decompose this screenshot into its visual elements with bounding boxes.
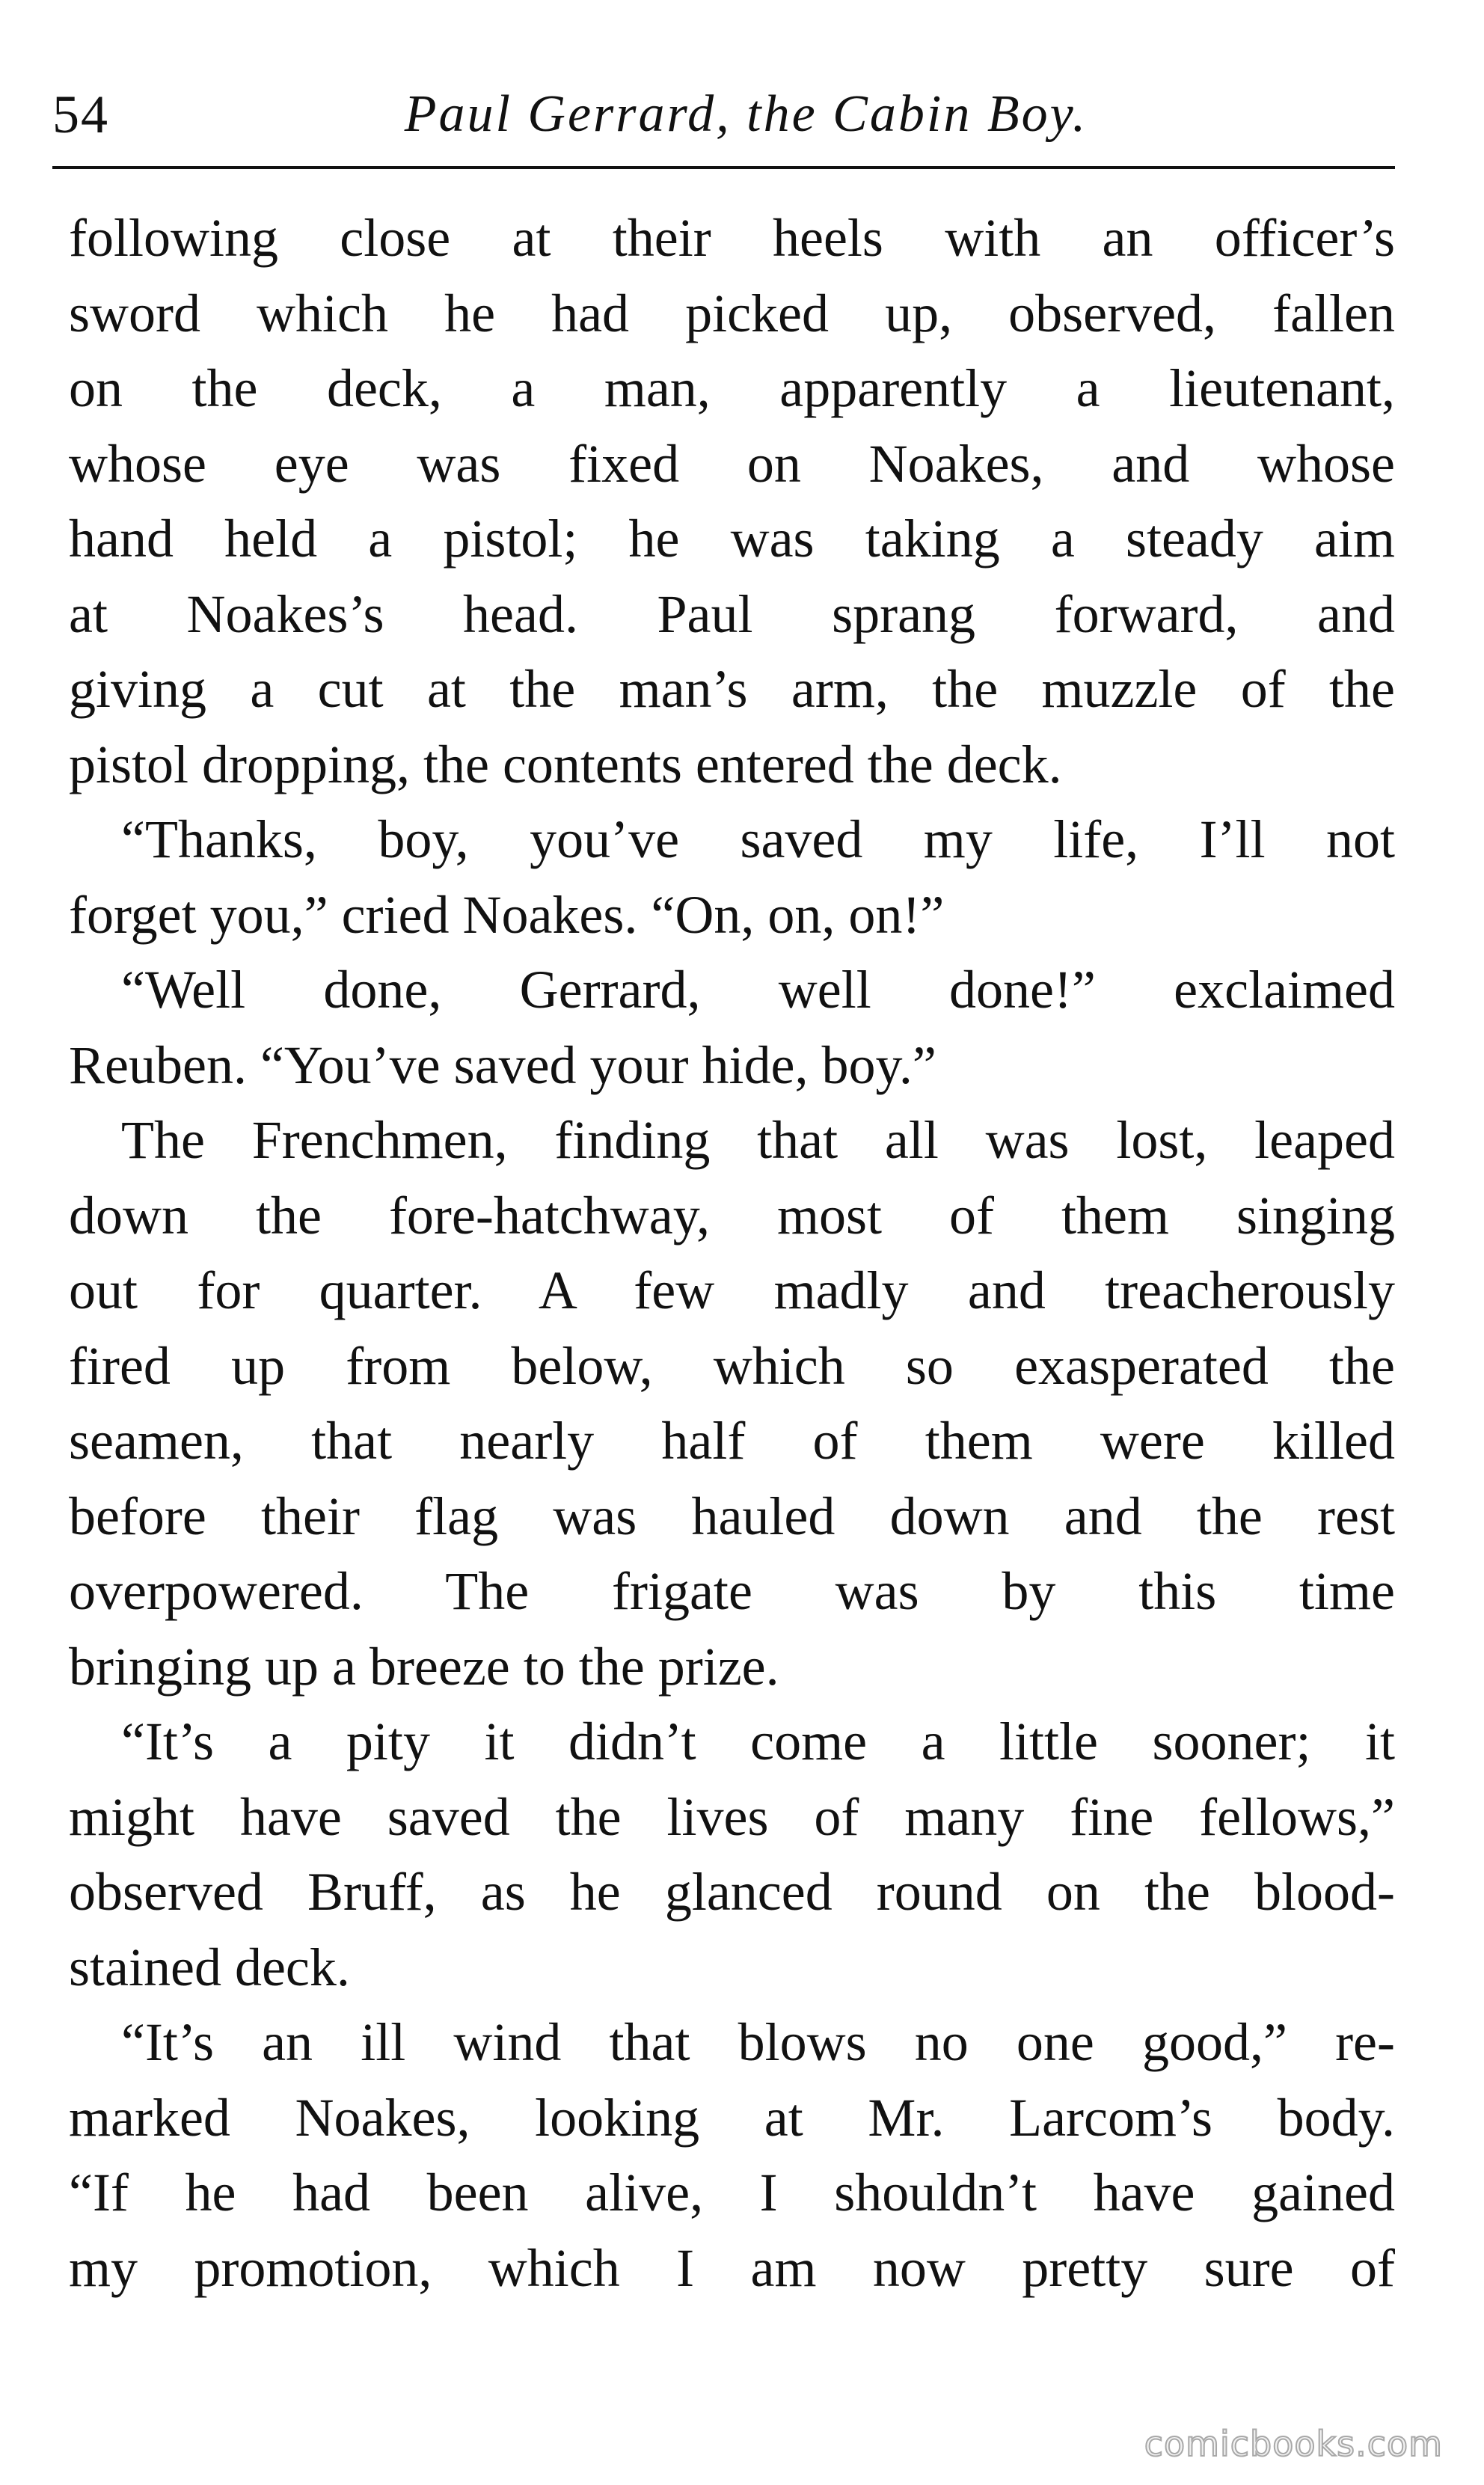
text-line: down the fore-hatchway, most of them singing [69,1185,1395,1245]
text-line: “It’s a pity it didn’t come a little sooner; it [121,1712,1395,1771]
text-line: fired up from below, which so exasperated the [69,1335,1395,1396]
text-line: pistol dropping, the contents entered the deck. [69,734,1062,794]
text-line: sword which he had picked up, observed, fallen [69,283,1395,343]
header-rule [52,166,1395,169]
running-title: Paul Gerrard, the Cabin Boy. [404,85,1088,143]
text-line: seamen, that nearly half of them were killed [69,1411,1395,1471]
text-line: forget you,” cried Noakes. “On, on, on!” [69,884,945,945]
text-line: Reuben. “You’ve saved your hide, boy.” [69,1035,936,1095]
text-line: “Well done, Gerrard, well done!” exclaimed [121,960,1395,1020]
text-line: out for quarter. A few madly and treacherously [69,1260,1395,1320]
text-line: my promotion, which I am now pretty sure of [69,2237,1395,2298]
text-line: “Thanks, boy, you’ve saved my life, I’ll not [121,809,1395,869]
text-line: “If he had been alive, I shouldn’t have gained [69,2163,1395,2222]
text-line: marked Noakes, looking at Mr. Larcom’s body. [69,2087,1395,2148]
text-line: bringing up a breeze to the prize. [69,1636,779,1697]
text-line: giving a cut at the man’s arm, the muzzle of the [69,659,1395,719]
text-line: stained deck. [69,1937,350,1997]
watermark: comicbooks.com [1144,2424,1443,2464]
body-text [69,200,1395,2305]
text-line: hand held a pistol; he was taking a steady aim [69,509,1395,569]
text-line: at Noakes’s head. Paul sprang forward, and [69,583,1395,644]
text-line: whose eye was fixed on Noakes, and whose [69,433,1395,494]
page-header [52,73,1395,156]
text-line: might have saved the lives of many fine fellows,” [69,1786,1395,1847]
text-line: on the deck, a man, apparently a lieutenant, [69,358,1395,418]
text-line: observed Bruff, as he glanced round on the blood- [69,1862,1395,1922]
text-line: following close at their heels with an officer’s [69,208,1395,268]
text-line: “It’s an ill wind that blows no one good,” re- [121,2012,1395,2072]
text-line: The Frenchmen, finding that all was lost, leaped [121,1110,1395,1170]
page-number: 54 [52,85,109,144]
text-line: before their flag was hauled down and the rest [69,1486,1395,1546]
text-line: overpowered. The frigate was by this time [69,1561,1395,1621]
